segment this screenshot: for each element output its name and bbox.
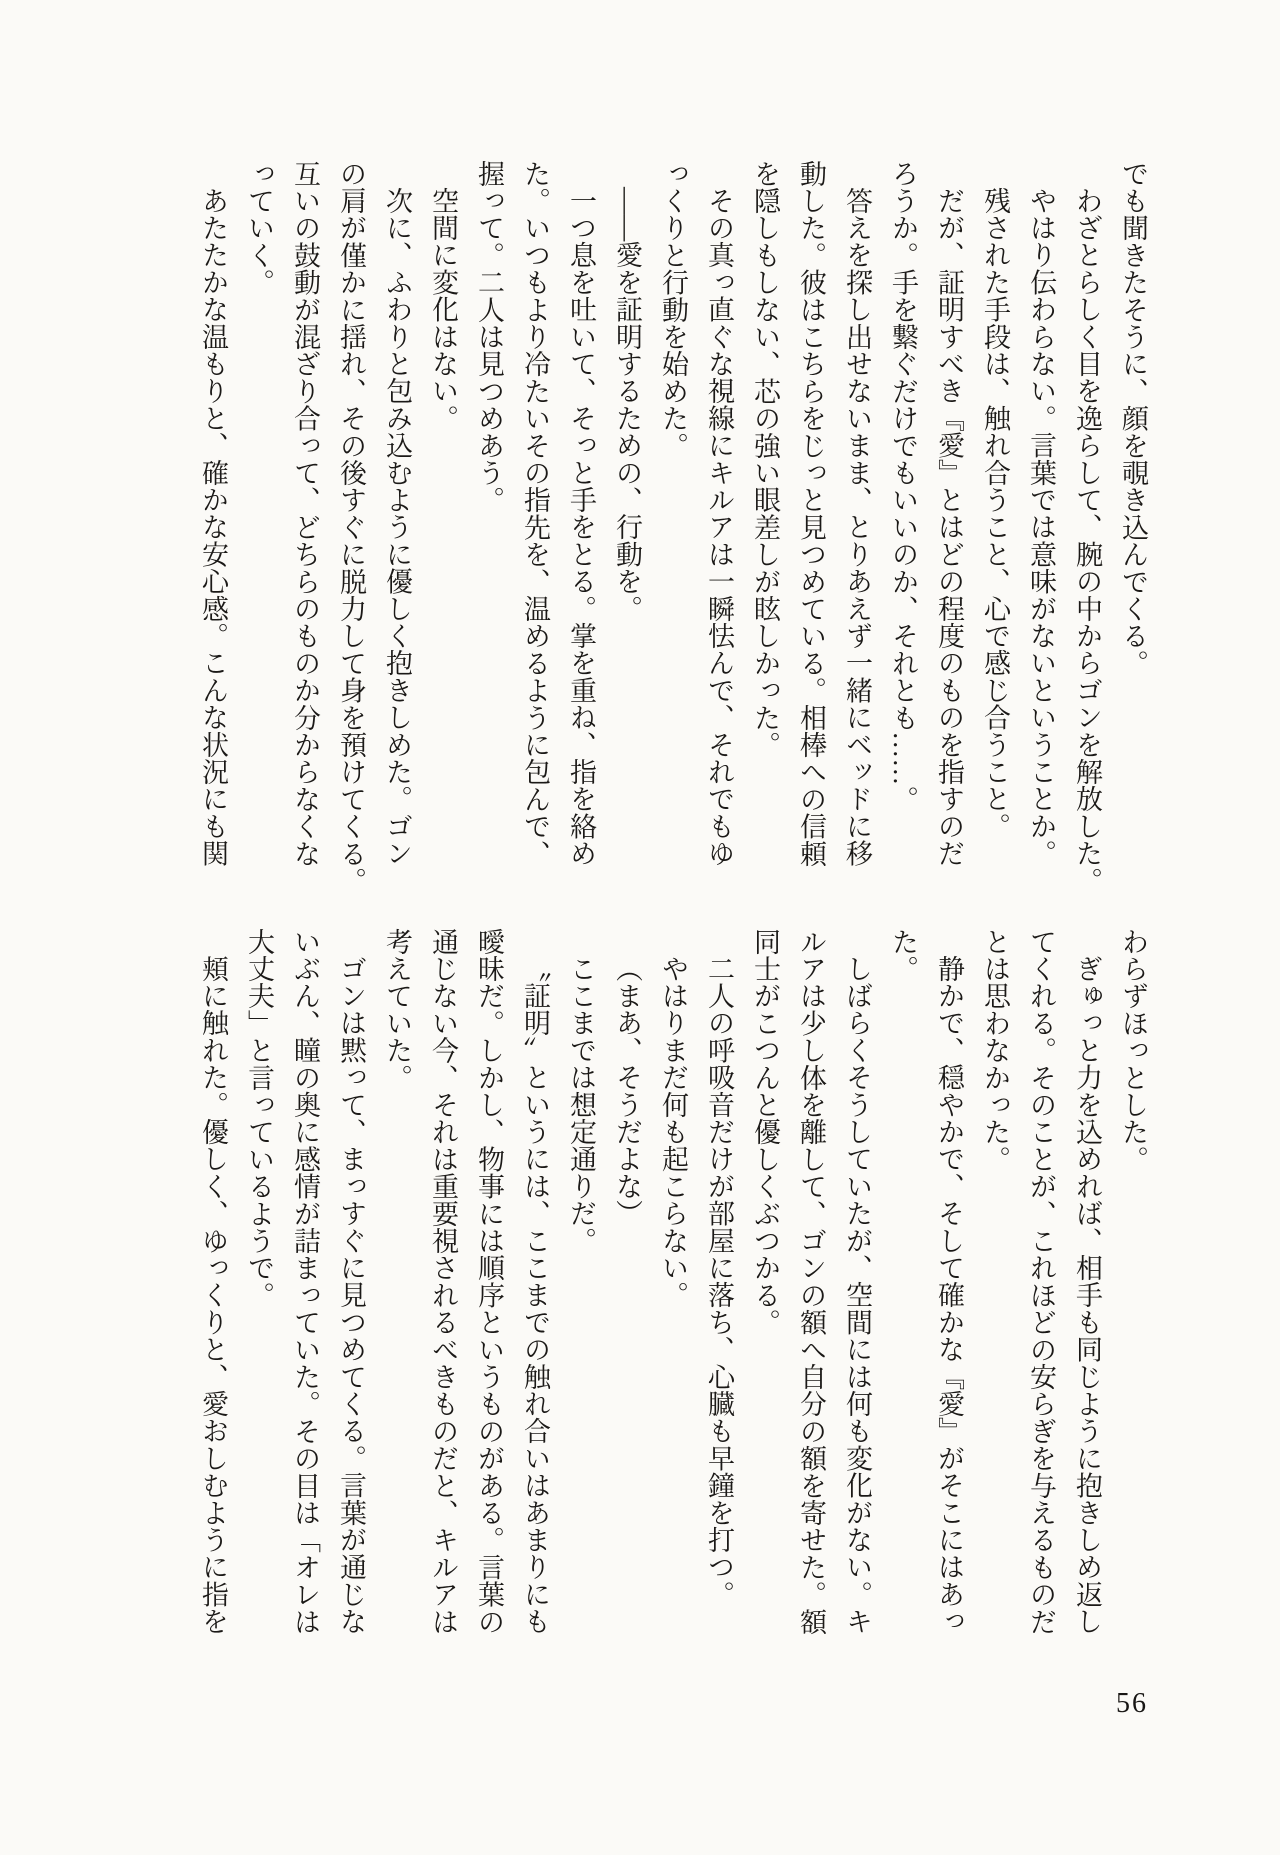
text-line: ゴンは黙って、まっすぐに見つめてくる。言葉が通じな <box>336 955 366 1635</box>
text-line: しばらくそうしていたが、空間には何も変化がない。キ <box>842 955 872 1635</box>
text-line: だが、証明すべき『愛』とはどの程度のものを指すのだ <box>934 187 964 867</box>
text-line: 互いの鼓動が混ざり合って、どちらのものか分からなくな <box>290 160 320 868</box>
text-line: 握って。二人は見つめあう。 <box>474 160 504 514</box>
text-line: いぶん、瞳の奥に感情が詰まっていた。その目は「オレは <box>290 928 320 1636</box>
text-line: っくりと行動を始めた。 <box>658 160 688 460</box>
text-line: やはりまだ何も起こらない。 <box>658 955 688 1309</box>
text-line: 答えを探し出せないまま、とりあえず一緒にベッドに移 <box>842 187 872 867</box>
text-line: 一つ息を吐いて、そっと手をとる。掌を重ね、指を絡め <box>566 187 596 867</box>
text-line: とは思わなかった。 <box>980 928 1010 1173</box>
text-line: 〝証明〟というには、ここまでの触れ合いはあまりにも <box>520 955 550 1635</box>
text-line: 静かで、穏やかで、そして確かな『愛』がそこにはあっ <box>934 955 964 1635</box>
text-line: 曖昧だ。しかし、物事には順序というものがある。言葉の <box>474 928 504 1636</box>
text-line: ルアは少し体を離して、ゴンの額へ自分の額を寄せた。額 <box>796 928 826 1636</box>
text-line: 頬に触れた。優しく、ゆっくりと、愛おしむように指を <box>198 955 228 1635</box>
text-line: 大丈夫」と言っているようで。 <box>244 928 274 1309</box>
text-line: 空間に変化はない。 <box>428 187 458 432</box>
text-block-upper <box>190 160 1156 896</box>
text-line: あたたかな温もりと、確かな安心感。こんな状況にも関 <box>198 187 228 867</box>
text-line: でも聞きたそうに、顔を覗き込んでくる。 <box>1118 160 1148 677</box>
text-line: 二人の呼吸音だけが部屋に落ち、心臓も早鐘を打つ。 <box>704 955 734 1608</box>
text-line: やはり伝わらない。言葉では意味がないということか。 <box>1026 187 1056 867</box>
text-line: ぎゅっと力を込めれば、相手も同じように抱きしめ返し <box>1072 955 1102 1635</box>
text-line: てくれる。そのことが、これほどの安らぎを与えるものだ <box>1026 928 1056 1636</box>
text-line: 次に、ふわりと包み込むように優しく抱きしめた。ゴン <box>382 187 412 867</box>
text-line: わらずほっとした。 <box>1118 928 1148 1173</box>
text-line: た。 <box>888 928 918 983</box>
text-line: ——愛を証明するための、行動を。 <box>612 187 642 623</box>
text-line: わざとらしく目を逸らして、腕の中からゴンを解放した。 <box>1072 187 1102 895</box>
text-line: ろうか。手を繋ぐだけでもいいのか、それとも……。 <box>888 160 918 813</box>
text-line: その真っ直ぐな視線にキルアは一瞬怯んで、それでもゆ <box>704 187 734 867</box>
text-line: の肩が僅かに揺れ、その後すぐに脱力して身を預けてくる。 <box>336 160 366 895</box>
text-line: 同士がこつんと優しくぶつかる。 <box>750 928 780 1336</box>
text-line: （まあ、そうだよな） <box>612 955 642 1227</box>
text-line: ここまでは想定通りだ。 <box>566 955 596 1255</box>
text-line: っていく。 <box>244 160 274 296</box>
text-line: を隠しもしない、芯の強い眼差しが眩しかった。 <box>750 160 780 759</box>
text-line: た。いつもより冷たいその指先を、温めるように包んで、 <box>520 160 550 868</box>
text-line: 動した。彼はこちらをじっと見つめている。相棒への信頼 <box>796 160 826 868</box>
text-line: 残された手段は、触れ合うこと、心で感じ合うこと。 <box>980 187 1010 840</box>
text-block-lower <box>190 928 1156 1664</box>
text-line: 通じない今、それは重要視されるべきものだと、キルアは <box>428 928 458 1636</box>
page-number: 56 <box>1116 1688 1148 1719</box>
text-line: 考えていた。 <box>382 928 412 1092</box>
